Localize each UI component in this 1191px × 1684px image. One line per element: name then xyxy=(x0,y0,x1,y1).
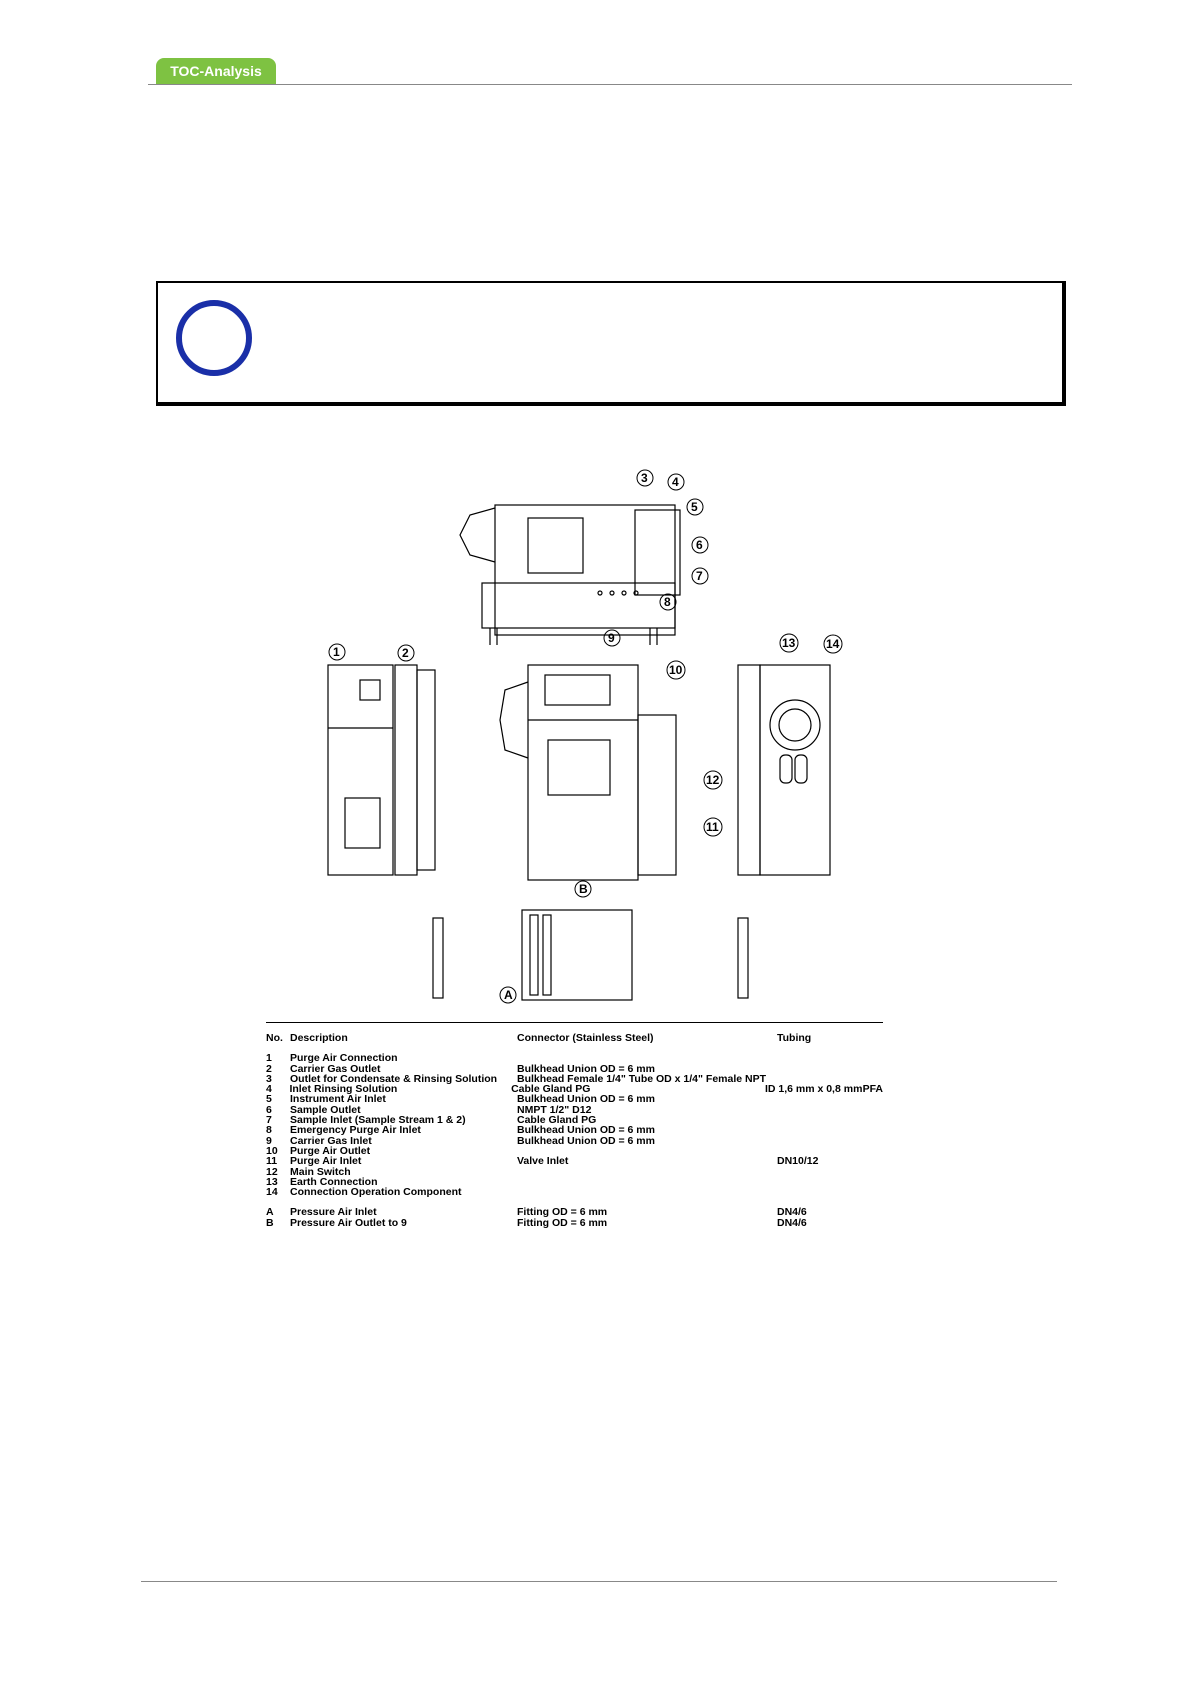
bottom-views xyxy=(433,910,748,1000)
table-row: 7 Sample Inlet (Sample Stream 1 & 2) Cable Gland PG xyxy=(266,1114,597,1127)
table-row: A Pressure Air Inlet Fitting OD = 6 mm DN4/6 xyxy=(266,1206,807,1219)
callout-10: 10 xyxy=(669,663,683,677)
callout-1: 1 xyxy=(333,645,340,659)
table-row: 13 Earth Connection xyxy=(266,1175,378,1188)
table-row: 8 Emergency Purge Air Inlet Bulkhead Union OD = 6 mm xyxy=(266,1124,655,1137)
right-view xyxy=(738,665,830,875)
table-row: 1 Purge Air Connection xyxy=(266,1052,398,1065)
table-row: 14 Connection Operation Component xyxy=(266,1186,462,1199)
footer-rule xyxy=(141,1581,1057,1582)
note-box xyxy=(156,281,1066,406)
section-tab: TOC-Analysis xyxy=(156,58,276,84)
table-row: 6 Sample Outlet NMPT 1/2" D12 xyxy=(266,1103,592,1116)
callout-9: 9 xyxy=(608,631,615,645)
callout-4: 4 xyxy=(672,475,679,489)
connections-table xyxy=(266,1022,883,1228)
front-view xyxy=(500,665,676,880)
callout-5: 5 xyxy=(691,500,698,514)
callout-2: 2 xyxy=(402,646,409,660)
table-rule xyxy=(266,1022,883,1023)
table-row: 2 Carrier Gas Outlet Bulkhead Union OD = 6 mm xyxy=(266,1062,655,1075)
callout-6: 6 xyxy=(696,538,703,552)
callout-13: 13 xyxy=(782,636,796,650)
callout-A: A xyxy=(504,988,513,1002)
callout-B: B xyxy=(579,882,588,896)
callout-14: 14 xyxy=(826,637,840,651)
top-view xyxy=(460,505,680,645)
table-row: 3 Outlet for Condensate & Rinsing Solution Bulkhead Female 1/4" Tube OD x 1/4" Female NPT xyxy=(266,1072,767,1085)
device-drawing xyxy=(300,460,900,1020)
callout-12: 12 xyxy=(706,773,720,787)
table-row: 4 Inlet Rinsing Solution Cable Gland PG ID 1,6 mm x 0,8 mm PFA xyxy=(266,1083,883,1096)
header-rule xyxy=(148,84,1072,85)
callout-3: 3 xyxy=(641,471,648,485)
callout-7: 7 xyxy=(696,569,703,583)
table-row: 12 Main Switch xyxy=(266,1165,351,1178)
table-row: B Pressure Air Outlet to 9 Fitting OD = 6 mm DN4/6 xyxy=(266,1216,807,1229)
info-icon xyxy=(176,300,252,376)
table-row: 5 Instrument Air Inlet Bulkhead Union OD = 6 mm xyxy=(266,1093,655,1106)
table-row: 10 Purge Air Outlet xyxy=(266,1144,371,1157)
table-header: No. Description Connector (Stainless Steel) Tubing xyxy=(266,1032,812,1044)
table-row: 9 Carrier Gas Inlet Bulkhead Union OD = 6 mm xyxy=(266,1134,655,1147)
table-row: 11 Purge Air Inlet Valve Inlet DN10/12 xyxy=(266,1155,819,1168)
callout-8: 8 xyxy=(664,595,671,609)
callout-11: 11 xyxy=(706,820,719,834)
left-view xyxy=(328,665,435,875)
